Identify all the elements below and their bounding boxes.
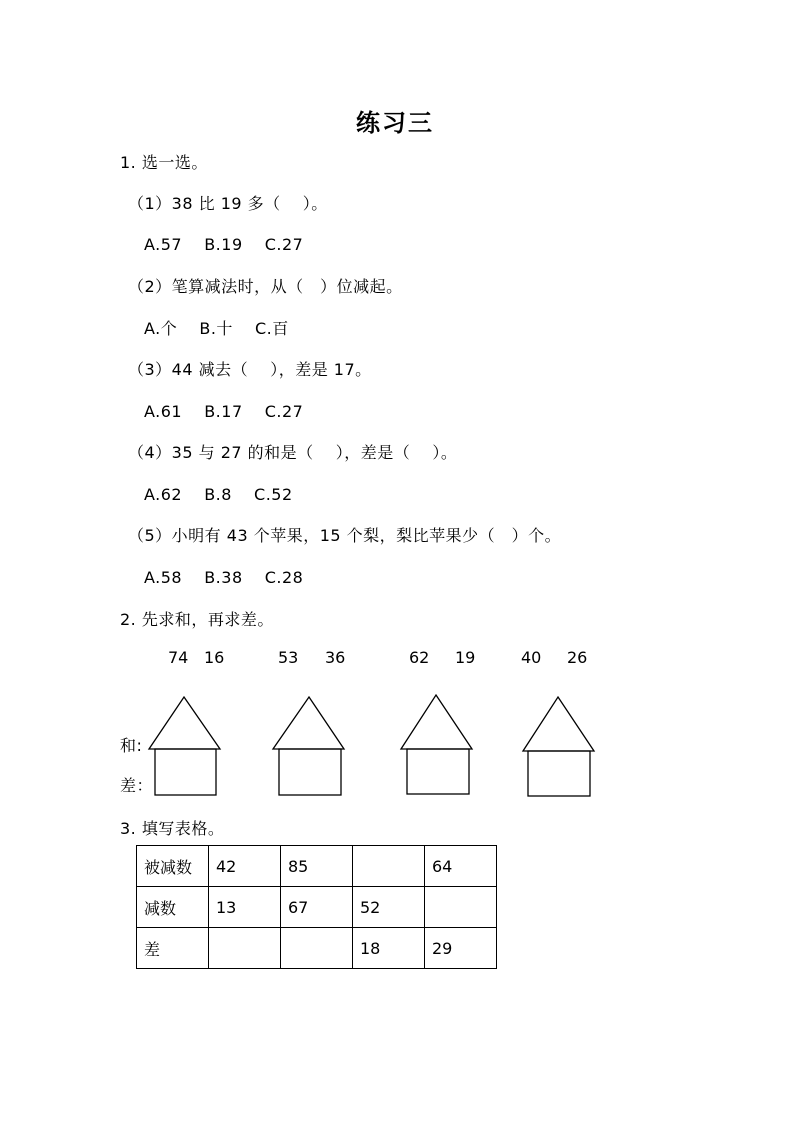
table-row (137, 887, 497, 928)
table-cell: 85 (281, 846, 353, 887)
house-4-roof (523, 697, 594, 751)
house-2-roof (273, 697, 344, 749)
table-cell: 67 (281, 887, 353, 928)
table-cell: 64 (425, 846, 497, 887)
table-row (137, 846, 497, 887)
table-cell: 18 (353, 928, 425, 969)
house-3-body (407, 749, 469, 794)
house-4-body (528, 751, 590, 796)
house-2 (272, 696, 346, 798)
house-1 (148, 696, 222, 798)
question-4-options: A.62 B.8 C.52 (144, 485, 293, 504)
pair-4-b: 26 (567, 648, 588, 667)
section-3-heading: 3. 填写表格。 (120, 819, 225, 838)
table-cell: 52 (353, 887, 425, 928)
table-cell: 13 (209, 887, 281, 928)
question-1-options: A.57 B.19 C.27 (144, 235, 304, 254)
pair-2-b: 36 (325, 648, 346, 667)
table-cell: 29 (425, 928, 497, 969)
pair-2-a: 53 (278, 648, 299, 667)
pair-3-b: 19 (455, 648, 476, 667)
pair-1-a: 74 (168, 648, 189, 667)
table-cell (353, 846, 425, 887)
question-3-stem: （3）44 减去（ ），差是 17。 (128, 360, 372, 379)
table-row (137, 928, 497, 969)
question-4-stem: （4）35 与 27 的和是（ ），差是（ ）。 (128, 443, 458, 462)
question-3-options: A.61 B.17 C.27 (144, 402, 304, 421)
table-cell: 被减数 (137, 846, 209, 887)
table-cell: 差 (137, 928, 209, 969)
section-1-heading: 1. 选一选。 (120, 153, 208, 172)
house-3 (400, 694, 474, 796)
table-cell: 减数 (137, 887, 209, 928)
house-1-body (155, 749, 216, 795)
pair-1-b: 16 (204, 648, 225, 667)
question-2-options: A.个 B.十 C.百 (144, 319, 289, 338)
section-2-heading: 2. 先求和，再求差。 (120, 610, 274, 629)
difference-label: 差： (120, 776, 154, 795)
pair-4-a: 40 (521, 648, 542, 667)
house-4 (522, 696, 596, 800)
table-cell (281, 928, 353, 969)
table-cell (425, 887, 497, 928)
pair-3-a: 62 (409, 648, 430, 667)
subtraction-table (136, 845, 497, 969)
question-1-stem: （1）38 比 19 多（ ）。 (128, 194, 328, 213)
table-cell (209, 928, 281, 969)
question-5-options: A.58 B.38 C.28 (144, 568, 304, 587)
house-2-body (279, 749, 341, 795)
sum-label: 和: (120, 736, 143, 755)
question-2-stem: （2）笔算减法时，从（ ）位减起。 (128, 277, 403, 296)
question-5-stem: （5）小明有 43 个苹果，15 个梨，梨比苹果少（ ）个。 (128, 526, 562, 545)
page-title: 练习三 (356, 108, 434, 137)
house-1-roof (149, 697, 220, 749)
house-3-roof (401, 695, 472, 749)
table-cell: 42 (209, 846, 281, 887)
